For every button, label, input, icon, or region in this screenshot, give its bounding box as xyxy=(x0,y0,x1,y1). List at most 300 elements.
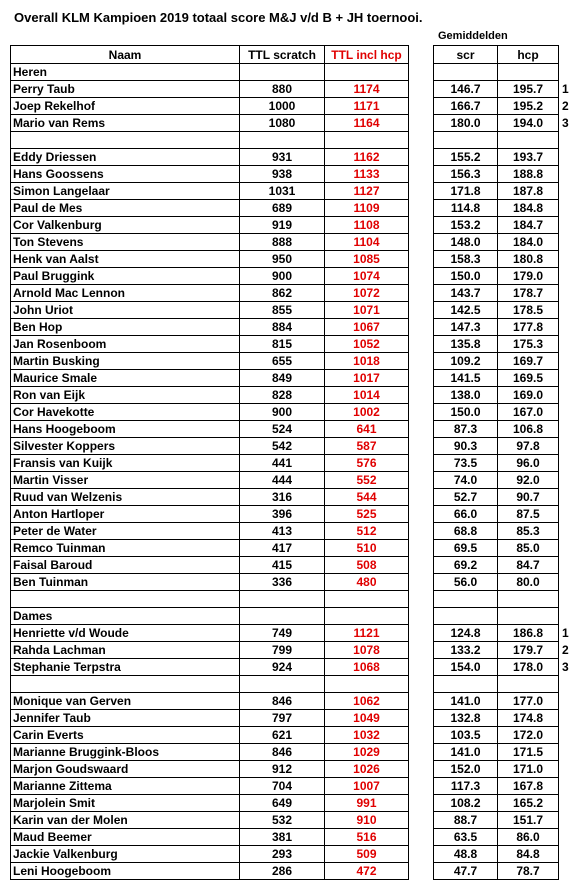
total-scratch: 815 xyxy=(240,336,325,353)
average-hcp: 193.7 xyxy=(498,149,559,166)
average-scratch: 141.5 xyxy=(434,370,498,387)
average-hcp: 194.0 xyxy=(498,115,559,132)
average-scratch: 180.0 xyxy=(434,115,498,132)
rank-number xyxy=(559,727,573,744)
rank-cell xyxy=(559,64,573,81)
total-scratch: 888 xyxy=(240,234,325,251)
column-gap xyxy=(409,608,434,625)
column-gap xyxy=(409,166,434,183)
total-scratch: 900 xyxy=(240,404,325,421)
player-row xyxy=(11,319,573,336)
average-scratch: 155.2 xyxy=(434,149,498,166)
player-row xyxy=(11,336,573,353)
column-gap xyxy=(409,863,434,880)
average-scratch: 73.5 xyxy=(434,455,498,472)
total-incl-hcp: 508 xyxy=(325,557,409,574)
total-incl-hcp: 1049 xyxy=(325,710,409,727)
column-gap xyxy=(409,46,434,64)
total-incl-hcp: 991 xyxy=(325,795,409,812)
average-scratch: 142.5 xyxy=(434,302,498,319)
column-gap xyxy=(409,506,434,523)
total-incl-hcp: 509 xyxy=(325,846,409,863)
column-gap xyxy=(409,319,434,336)
total-scratch: 286 xyxy=(240,863,325,880)
average-hcp: 179.7 xyxy=(498,642,559,659)
total-scratch: 316 xyxy=(240,489,325,506)
total-scratch: 846 xyxy=(240,744,325,761)
average-hcp: 96.0 xyxy=(498,455,559,472)
average-hcp: 195.2 xyxy=(498,98,559,115)
player-row xyxy=(11,268,573,285)
column-gap xyxy=(409,540,434,557)
player-row xyxy=(11,489,573,506)
player-row xyxy=(11,353,573,370)
rank-number xyxy=(559,506,573,523)
player-row xyxy=(11,557,573,574)
empty-cell xyxy=(325,132,409,149)
average-hcp: 169.5 xyxy=(498,370,559,387)
player-row xyxy=(11,421,573,438)
player-name: Henriette v/d Woude xyxy=(11,625,240,642)
player-name: Karin van der Molen xyxy=(11,812,240,829)
average-scratch: 56.0 xyxy=(434,574,498,591)
total-scratch: 797 xyxy=(240,710,325,727)
average-hcp: 169.7 xyxy=(498,353,559,370)
average-hcp: 84.7 xyxy=(498,557,559,574)
column-gap xyxy=(409,251,434,268)
column-gap xyxy=(409,217,434,234)
player-row xyxy=(11,829,573,846)
total-scratch: 441 xyxy=(240,455,325,472)
empty-cell xyxy=(498,608,559,625)
player-row xyxy=(11,744,573,761)
column-header-name: Naam xyxy=(11,46,240,64)
total-incl-hcp: 1085 xyxy=(325,251,409,268)
player-name: Carin Everts xyxy=(11,727,240,744)
average-scratch: 135.8 xyxy=(434,336,498,353)
average-scratch: 47.7 xyxy=(434,863,498,880)
average-hcp: 172.0 xyxy=(498,727,559,744)
total-scratch: 912 xyxy=(240,761,325,778)
average-hcp: 169.0 xyxy=(498,387,559,404)
rank-number xyxy=(559,234,573,251)
total-incl-hcp: 1171 xyxy=(325,98,409,115)
player-name: Ben Tuinman xyxy=(11,574,240,591)
total-incl-hcp: 544 xyxy=(325,489,409,506)
empty-cell xyxy=(11,676,240,693)
rank-number xyxy=(559,217,573,234)
player-row xyxy=(11,727,573,744)
empty-cell xyxy=(498,132,559,149)
player-row xyxy=(11,200,573,217)
player-row xyxy=(11,863,573,880)
total-incl-hcp: 512 xyxy=(325,523,409,540)
total-scratch: 900 xyxy=(240,268,325,285)
average-hcp: 167.0 xyxy=(498,404,559,421)
column-gap xyxy=(409,132,434,149)
total-scratch: 689 xyxy=(240,200,325,217)
rank-number xyxy=(559,846,573,863)
average-scratch: 171.8 xyxy=(434,183,498,200)
total-scratch: 396 xyxy=(240,506,325,523)
player-row xyxy=(11,761,573,778)
rank-number xyxy=(559,863,573,880)
total-scratch: 1080 xyxy=(240,115,325,132)
average-scratch: 124.8 xyxy=(434,625,498,642)
average-hcp: 187.8 xyxy=(498,183,559,200)
column-gap xyxy=(409,149,434,166)
player-row xyxy=(11,370,573,387)
player-name: Anton Hartloper xyxy=(11,506,240,523)
total-scratch: 444 xyxy=(240,472,325,489)
rank-number xyxy=(559,744,573,761)
player-row xyxy=(11,574,573,591)
player-name: Marjon Goudswaard xyxy=(11,761,240,778)
player-row xyxy=(11,166,573,183)
player-row xyxy=(11,115,573,132)
column-gap xyxy=(409,438,434,455)
empty-cell xyxy=(240,676,325,693)
player-name: Fransis van Kuijk xyxy=(11,455,240,472)
empty-cell xyxy=(434,132,498,149)
average-hcp: 195.7 xyxy=(498,81,559,98)
player-name: Cor Havekotte xyxy=(11,404,240,421)
player-row xyxy=(11,540,573,557)
rank-number xyxy=(559,319,573,336)
empty-cell xyxy=(434,64,498,81)
player-row xyxy=(11,217,573,234)
total-scratch: 849 xyxy=(240,370,325,387)
total-scratch: 293 xyxy=(240,846,325,863)
column-gap xyxy=(409,336,434,353)
player-name: Cor Valkenburg xyxy=(11,217,240,234)
total-incl-hcp: 1018 xyxy=(325,353,409,370)
player-name: Perry Taub xyxy=(11,81,240,98)
average-hcp: 85.3 xyxy=(498,523,559,540)
total-scratch: 828 xyxy=(240,387,325,404)
rank-number xyxy=(559,540,573,557)
total-incl-hcp: 1164 xyxy=(325,115,409,132)
average-scratch: 132.8 xyxy=(434,710,498,727)
column-header-scratch: TTL scratch xyxy=(240,46,325,64)
average-scratch: 87.3 xyxy=(434,421,498,438)
column-gap xyxy=(409,812,434,829)
total-scratch: 413 xyxy=(240,523,325,540)
total-incl-hcp: 516 xyxy=(325,829,409,846)
rank-cell xyxy=(559,591,573,608)
spacer-row xyxy=(11,676,573,693)
total-scratch: 621 xyxy=(240,727,325,744)
average-scratch: 147.3 xyxy=(434,319,498,336)
empty-cell xyxy=(325,608,409,625)
total-scratch: 799 xyxy=(240,642,325,659)
player-row xyxy=(11,81,573,98)
column-gap xyxy=(409,200,434,217)
section-header-row xyxy=(11,64,573,81)
total-incl-hcp: 1108 xyxy=(325,217,409,234)
average-hcp: 167.8 xyxy=(498,778,559,795)
player-name: Eddy Driessen xyxy=(11,149,240,166)
total-scratch: 862 xyxy=(240,285,325,302)
column-header-hcp-total: TTL incl hcp xyxy=(325,46,409,64)
total-incl-hcp: 1032 xyxy=(325,727,409,744)
player-name: Henk van Aalst xyxy=(11,251,240,268)
player-name: Hans Hoogeboom xyxy=(11,421,240,438)
column-gap xyxy=(409,81,434,98)
average-scratch: 48.8 xyxy=(434,846,498,863)
player-name: Joep Rekelhof xyxy=(11,98,240,115)
total-incl-hcp: 1078 xyxy=(325,642,409,659)
section-header-row xyxy=(11,608,573,625)
average-scratch: 90.3 xyxy=(434,438,498,455)
average-hcp: 86.0 xyxy=(498,829,559,846)
total-scratch: 749 xyxy=(240,625,325,642)
total-incl-hcp: 472 xyxy=(325,863,409,880)
average-scratch: 69.5 xyxy=(434,540,498,557)
total-scratch: 1000 xyxy=(240,98,325,115)
total-incl-hcp: 1121 xyxy=(325,625,409,642)
average-hcp: 175.3 xyxy=(498,336,559,353)
column-gap xyxy=(409,591,434,608)
rank-number xyxy=(559,285,573,302)
average-hcp: 186.8 xyxy=(498,625,559,642)
rank-number xyxy=(559,829,573,846)
player-name: Jan Rosenboom xyxy=(11,336,240,353)
rank-number xyxy=(559,251,573,268)
total-incl-hcp: 641 xyxy=(325,421,409,438)
player-row xyxy=(11,234,573,251)
table-header-row xyxy=(11,46,573,64)
rank-number xyxy=(559,778,573,795)
average-hcp: 106.8 xyxy=(498,421,559,438)
rank-number xyxy=(559,149,573,166)
column-gap xyxy=(409,693,434,710)
rank-number xyxy=(559,472,573,489)
total-incl-hcp: 1014 xyxy=(325,387,409,404)
total-incl-hcp: 510 xyxy=(325,540,409,557)
average-hcp: 80.0 xyxy=(498,574,559,591)
total-incl-hcp: 1007 xyxy=(325,778,409,795)
rank-number xyxy=(559,336,573,353)
total-incl-hcp: 1109 xyxy=(325,200,409,217)
rank-number xyxy=(559,438,573,455)
player-row xyxy=(11,404,573,421)
average-scratch: 68.8 xyxy=(434,523,498,540)
total-incl-hcp: 1127 xyxy=(325,183,409,200)
rank-number: 3 xyxy=(562,116,569,130)
rank-number xyxy=(559,812,573,829)
player-name: Maurice Smale xyxy=(11,370,240,387)
rank-number xyxy=(559,523,573,540)
average-hcp: 179.0 xyxy=(498,268,559,285)
rank-number xyxy=(559,761,573,778)
column-gap xyxy=(409,846,434,863)
total-incl-hcp: 1162 xyxy=(325,149,409,166)
column-gap xyxy=(409,285,434,302)
empty-cell xyxy=(11,591,240,608)
rank-cell xyxy=(559,676,573,693)
average-scratch: 133.2 xyxy=(434,642,498,659)
average-hcp: 188.8 xyxy=(498,166,559,183)
player-name: Rahda Lachman xyxy=(11,642,240,659)
column-gap xyxy=(409,659,434,676)
average-hcp: 177.0 xyxy=(498,693,559,710)
average-scratch: 146.7 xyxy=(434,81,498,98)
player-name: Maud Beemer xyxy=(11,829,240,846)
column-gap xyxy=(409,489,434,506)
column-gap xyxy=(409,353,434,370)
player-name: Martin Busking xyxy=(11,353,240,370)
player-name: Ton Stevens xyxy=(11,234,240,251)
player-row xyxy=(11,251,573,268)
average-hcp: 90.7 xyxy=(498,489,559,506)
rank-cell xyxy=(559,132,573,149)
rank-number xyxy=(559,353,573,370)
column-gap xyxy=(409,829,434,846)
average-scratch: 148.0 xyxy=(434,234,498,251)
average-hcp: 165.2 xyxy=(498,795,559,812)
empty-cell xyxy=(434,591,498,608)
player-row xyxy=(11,625,573,642)
rank-number xyxy=(559,489,573,506)
average-hcp: 178.0 xyxy=(498,659,559,676)
column-gap xyxy=(409,625,434,642)
average-scratch: 150.0 xyxy=(434,268,498,285)
rank-number xyxy=(559,183,573,200)
column-gap xyxy=(409,574,434,591)
player-row xyxy=(11,472,573,489)
rank-number xyxy=(559,574,573,591)
average-hcp: 85.0 xyxy=(498,540,559,557)
average-scratch: 109.2 xyxy=(434,353,498,370)
player-row xyxy=(11,693,573,710)
player-row xyxy=(11,642,573,659)
score-table xyxy=(10,45,573,880)
average-hcp: 151.7 xyxy=(498,812,559,829)
empty-cell xyxy=(498,676,559,693)
player-row xyxy=(11,302,573,319)
total-scratch: 542 xyxy=(240,438,325,455)
rank-number xyxy=(559,421,573,438)
rank-number: 2 xyxy=(562,99,569,113)
empty-cell xyxy=(240,591,325,608)
total-scratch: 1031 xyxy=(240,183,325,200)
average-scratch: 158.3 xyxy=(434,251,498,268)
player-name: John Uriot xyxy=(11,302,240,319)
average-hcp: 177.8 xyxy=(498,319,559,336)
average-hcp: 184.7 xyxy=(498,217,559,234)
player-row xyxy=(11,98,573,115)
total-scratch: 415 xyxy=(240,557,325,574)
total-incl-hcp: 1002 xyxy=(325,404,409,421)
total-incl-hcp: 576 xyxy=(325,455,409,472)
rank-number xyxy=(559,268,573,285)
rank-cell xyxy=(559,46,573,64)
player-row xyxy=(11,795,573,812)
average-scratch: 88.7 xyxy=(434,812,498,829)
empty-cell xyxy=(325,64,409,81)
total-scratch: 704 xyxy=(240,778,325,795)
total-incl-hcp: 1174 xyxy=(325,81,409,98)
average-scratch: 154.0 xyxy=(434,659,498,676)
rank-number xyxy=(559,693,573,710)
column-gap xyxy=(409,778,434,795)
total-incl-hcp: 1026 xyxy=(325,761,409,778)
empty-cell xyxy=(240,64,325,81)
player-row xyxy=(11,387,573,404)
player-row xyxy=(11,438,573,455)
total-scratch: 846 xyxy=(240,693,325,710)
averages-header: Gemiddelden xyxy=(438,30,508,42)
column-gap xyxy=(409,183,434,200)
average-scratch: 156.3 xyxy=(434,166,498,183)
empty-cell xyxy=(240,132,325,149)
average-scratch: 103.5 xyxy=(434,727,498,744)
rank-number xyxy=(559,370,573,387)
total-incl-hcp: 1104 xyxy=(325,234,409,251)
player-row xyxy=(11,659,573,676)
column-gap xyxy=(409,727,434,744)
player-name: Arnold Mac Lennon xyxy=(11,285,240,302)
average-scratch: 141.0 xyxy=(434,744,498,761)
column-header-avg-scr: scr xyxy=(434,46,498,64)
rank-number: 2 xyxy=(562,643,569,657)
column-gap xyxy=(409,64,434,81)
column-gap xyxy=(409,387,434,404)
player-name: Jennifer Taub xyxy=(11,710,240,727)
average-hcp: 180.8 xyxy=(498,251,559,268)
player-row xyxy=(11,523,573,540)
column-gap xyxy=(409,710,434,727)
player-row xyxy=(11,778,573,795)
player-row xyxy=(11,455,573,472)
player-name: Ben Hop xyxy=(11,319,240,336)
column-gap xyxy=(409,370,434,387)
player-row xyxy=(11,183,573,200)
column-gap xyxy=(409,268,434,285)
rank-cell xyxy=(559,608,573,625)
total-scratch: 532 xyxy=(240,812,325,829)
average-scratch: 52.7 xyxy=(434,489,498,506)
column-gap xyxy=(409,234,434,251)
empty-cell xyxy=(240,608,325,625)
player-name: Paul de Mes xyxy=(11,200,240,217)
column-gap xyxy=(409,557,434,574)
player-row xyxy=(11,846,573,863)
average-scratch: 114.8 xyxy=(434,200,498,217)
average-scratch: 69.2 xyxy=(434,557,498,574)
average-scratch: 138.0 xyxy=(434,387,498,404)
average-scratch: 152.0 xyxy=(434,761,498,778)
column-gap xyxy=(409,642,434,659)
score-table-body xyxy=(11,46,573,880)
average-hcp: 174.8 xyxy=(498,710,559,727)
column-header-avg-hcp: hcp xyxy=(498,46,559,64)
average-hcp: 87.5 xyxy=(498,506,559,523)
average-hcp: 92.0 xyxy=(498,472,559,489)
player-name: Paul Bruggink xyxy=(11,268,240,285)
player-name: Silvester Koppers xyxy=(11,438,240,455)
player-row xyxy=(11,710,573,727)
average-scratch: 153.2 xyxy=(434,217,498,234)
empty-cell xyxy=(325,591,409,608)
empty-cell xyxy=(434,608,498,625)
total-incl-hcp: 1017 xyxy=(325,370,409,387)
total-scratch: 924 xyxy=(240,659,325,676)
empty-cell xyxy=(325,676,409,693)
average-hcp: 178.7 xyxy=(498,285,559,302)
rank-number xyxy=(559,200,573,217)
